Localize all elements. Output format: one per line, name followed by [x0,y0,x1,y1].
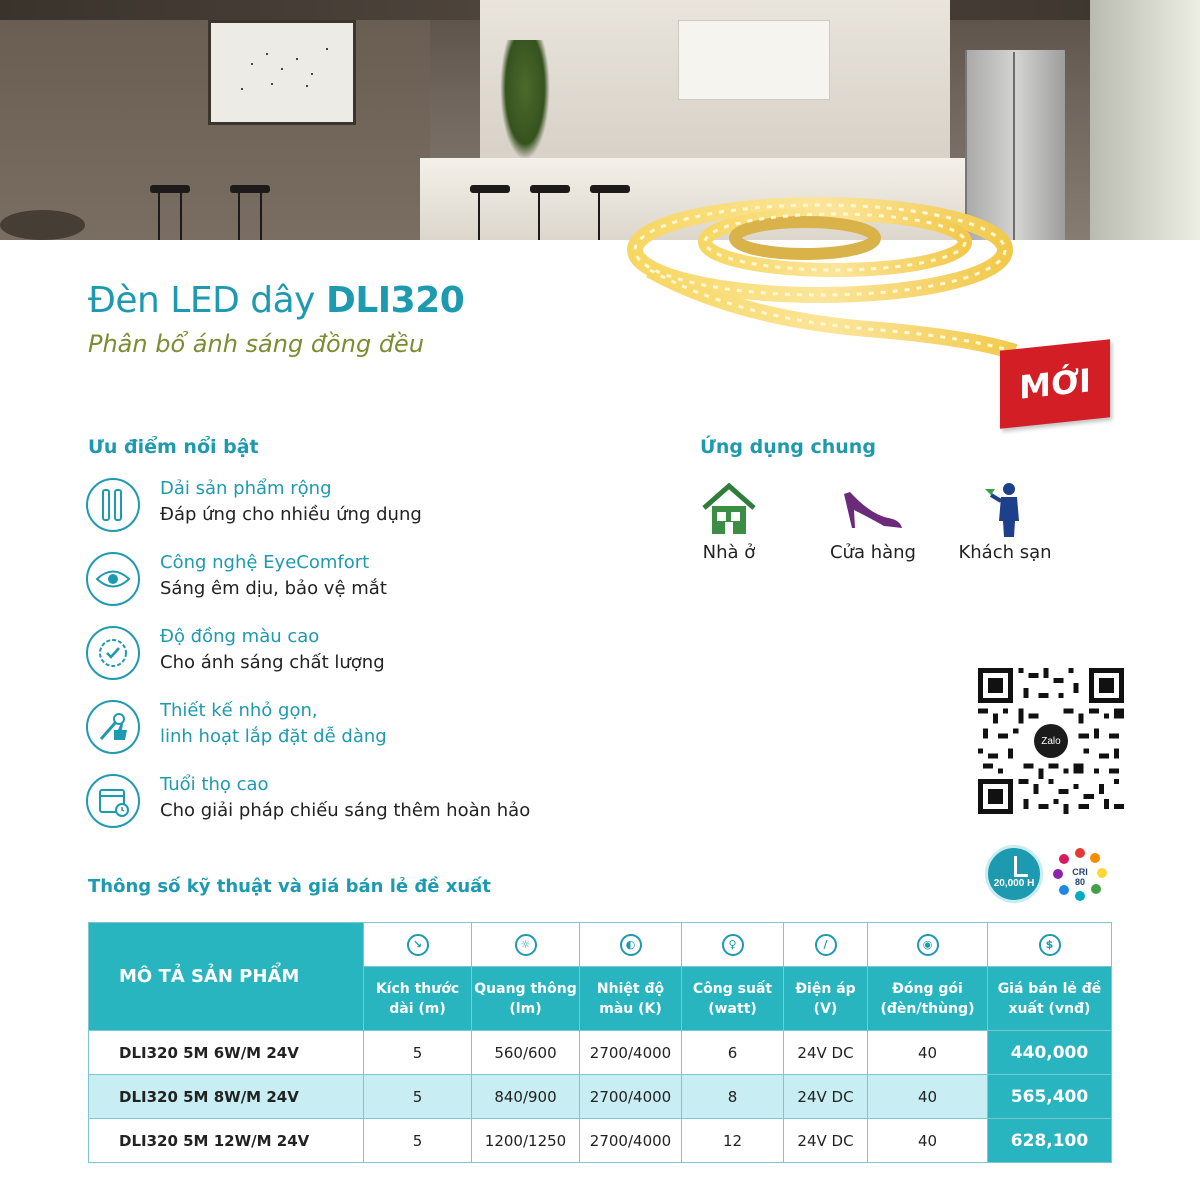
advantage-desc: Cho giải pháp chiếu sáng thêm hoàn hảo [160,800,531,821]
hero-stool-leg [238,193,240,240]
advantage-item [86,774,646,834]
product-name-cell: DLI320 5M 12W/M 24V [89,1119,364,1163]
application-item [664,480,794,563]
advantage-desc: Đáp ứng cho nhiều ứng dụng [160,504,422,525]
hero-stool [470,185,510,193]
spec-header-voltage: Điện áp (V) [784,967,868,1031]
product-title [88,280,464,321]
product-name-cell: DLI320 5M 6W/M 24V [89,1031,364,1075]
led-strip-coil-image [620,180,1050,380]
application-item [808,480,938,563]
spec-header-lumen: Quang thông (lm) [472,967,580,1031]
power-icon-glyph: ♀ [728,937,737,951]
hero-table [0,210,85,240]
spec-price-table [88,922,1112,1163]
lifetime-badge [985,845,1043,903]
zalo-logo: Zalo [1034,724,1068,758]
price-cell: 565,400 [988,1075,1112,1119]
lumen-icon-glyph: ☼ [520,937,531,951]
power-cell: 6 [682,1031,784,1075]
high-heel-icon [808,480,938,540]
led-strips-icon [86,478,140,532]
spec-header-color-temp: Nhiệt độ màu (K) [580,967,682,1031]
hero-stool-leg [478,193,480,240]
quality-seal-icon [86,626,140,680]
house-icon [664,480,794,540]
cri-label: CRI [1072,867,1088,877]
color-temp-cell: 2700/4000 [580,1119,682,1163]
length-icon [364,923,472,967]
advantage-item [86,552,646,612]
zalo-qr-code[interactable] [978,668,1124,814]
table-row [89,1075,1112,1119]
length-cell: 5 [364,1075,472,1119]
application-item [940,480,1070,563]
voltage-icon-glyph: / [823,937,828,951]
color-temp-icon-glyph: ◐ [625,937,636,951]
advantage-title: Tuổi thọ cao [160,774,269,795]
power-icon [682,923,784,967]
advantage-title: Độ đồng màu cao [160,626,320,647]
advantage-desc: linh hoạt lắp đặt dễ dàng [160,726,387,747]
clock-hand [1014,856,1017,876]
hero-stool [230,185,270,193]
product-name-cell: DLI320 5M 8W/M 24V [89,1075,364,1119]
package-icon [868,923,988,967]
spec-header-price: Giá bán lẻ đề xuất (vnđ) [988,967,1112,1031]
hero-stool-leg [538,193,540,240]
hero-stool-leg [260,193,262,240]
length-cell: 5 [364,1119,472,1163]
advantage-item [86,626,646,686]
hero-stool-leg [158,193,160,240]
new-badge: MỚI [1000,339,1110,429]
advantages-heading: Ưu điểm nổi bật [88,436,259,458]
hero-wall-painting [208,20,356,125]
package-cell: 40 [868,1075,988,1119]
spec-header-length: Kích thước dài (m) [364,967,472,1031]
waiter-icon [940,480,1070,540]
clock-hand [1014,874,1028,877]
hero-stool-leg [598,193,600,240]
price-icon-glyph: $ [1045,937,1054,951]
table-row [89,1119,1112,1163]
eye-comfort-icon [86,552,140,606]
application-label: Khách sạn [958,542,1052,563]
power-cell: 12 [682,1119,784,1163]
price-cell: 440,000 [988,1031,1112,1075]
lumen-cell: 560/600 [472,1031,580,1075]
spec-header-description: MÔ TẢ SẢN PHẨM [89,923,364,1031]
applications-heading: Ứng dụng chung [700,436,876,458]
hero-cabinet [678,20,830,100]
advantage-title: Dải sản phẩm rộng [160,478,332,499]
price-icon [988,923,1112,967]
advantage-desc: Sáng êm dịu, bảo vệ mắt [160,578,387,599]
hero-stool [530,185,570,193]
power-cell: 8 [682,1075,784,1119]
advantage-title: Công nghệ EyeComfort [160,552,370,573]
length-icon-glyph: ↘ [412,937,423,951]
voltage-icon [784,923,868,967]
product-subtitle: Phân bổ ánh sáng đồng đều [88,330,425,358]
advantage-item [86,700,646,760]
voltage-cell: 24V DC [784,1031,868,1075]
lumen-icon [472,923,580,967]
table-row [89,1031,1112,1075]
advantage-item [86,478,646,538]
lumen-cell: 840/900 [472,1075,580,1119]
voltage-cell: 24V DC [784,1119,868,1163]
cri-badge [1050,845,1110,905]
package-icon-glyph: ◉ [922,937,933,951]
color-temp-cell: 2700/4000 [580,1031,682,1075]
application-label: Nhà ở [702,542,756,563]
tools-thumbs-up-icon [86,700,140,754]
calendar-clock-icon [86,774,140,828]
advantage-desc: Cho ánh sáng chất lượng [160,652,385,673]
application-label: Cửa hàng [829,542,916,563]
lifetime-text: 20,000 H [993,878,1035,889]
hero-stool-leg [180,193,182,240]
lumen-cell: 1200/1250 [472,1119,580,1163]
cri-value: 80 [1074,877,1085,887]
spec-heading: Thông số kỹ thuật và giá bán lẻ đề xuất [88,876,491,897]
spec-header-package: Đóng gói (đèn/thùng) [868,967,988,1031]
hero-window [1090,0,1200,240]
package-cell: 40 [868,1119,988,1163]
hero-stool [150,185,190,193]
length-cell: 5 [364,1031,472,1075]
product-model: DLI320 [325,280,465,321]
voltage-cell: 24V DC [784,1075,868,1119]
price-cell: 628,100 [988,1119,1112,1163]
cri-text [1050,867,1110,887]
advantage-title: Thiết kế nhỏ gọn, [160,700,318,721]
spec-header-power: Công suất (watt) [682,967,784,1031]
color-temp-icon [580,923,682,967]
product-title-prefix: Đèn LED dây [88,280,326,321]
hero-plant [500,40,550,160]
package-cell: 40 [868,1031,988,1075]
color-temp-cell: 2700/4000 [580,1075,682,1119]
